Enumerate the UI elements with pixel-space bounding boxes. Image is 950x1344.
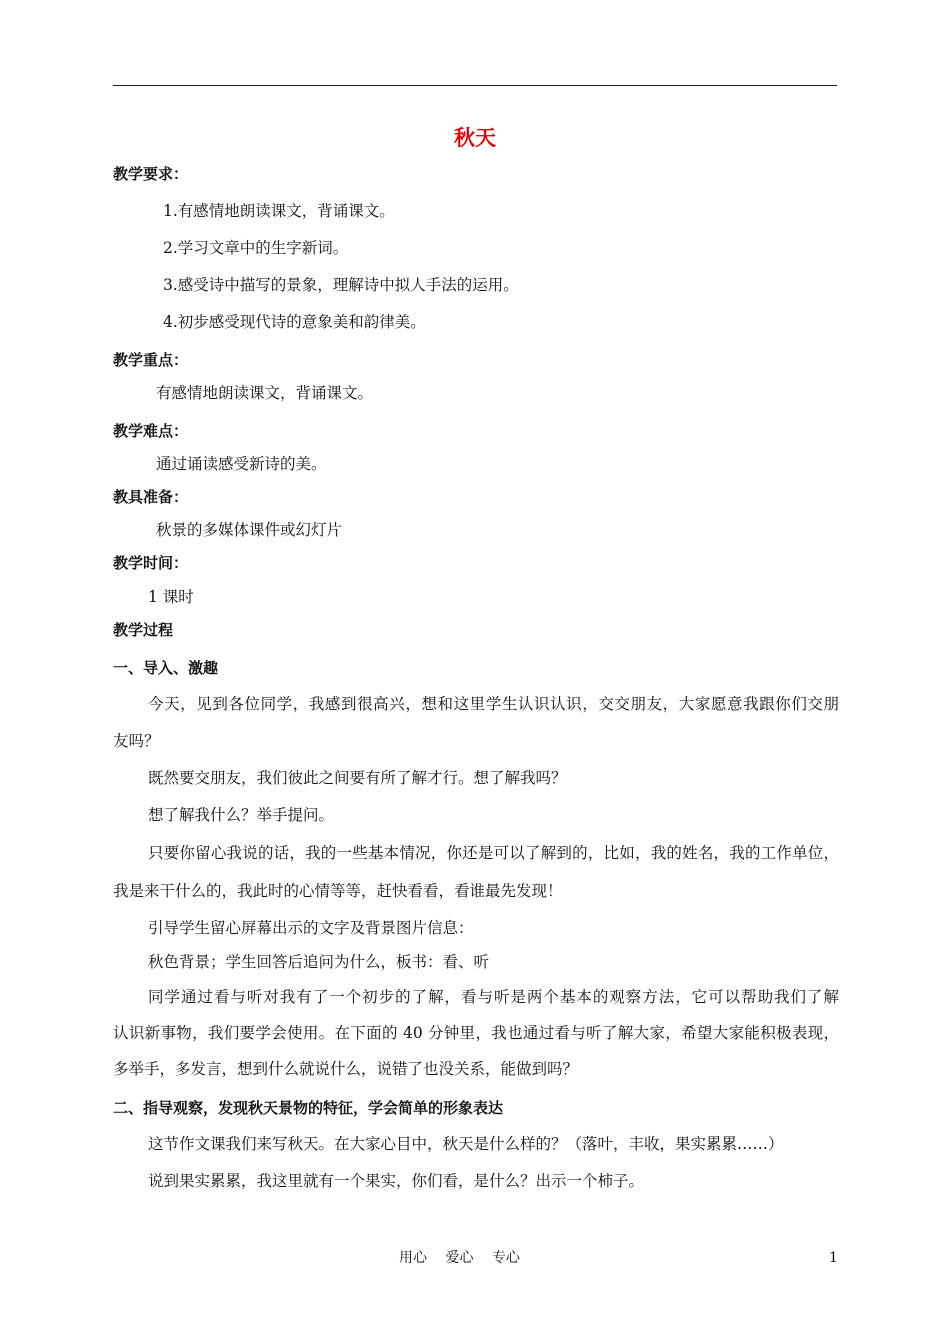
paragraph-listen-line-2: 我是来干什么的，我此时的心情等等，赶快看看，看谁最先发现！ bbox=[113, 882, 563, 900]
difficulty-heading: 教学难点： bbox=[113, 422, 189, 440]
paragraph-guide: 引导学生留心屏幕出示的文字及背景图片信息： bbox=[148, 919, 474, 937]
key-points-text: 有感情地朗读课文，背诵课文。 bbox=[156, 384, 374, 402]
paragraph-observe-line-2: 认识新事物，我们要学会使用。在下面的 40 分钟里，我也通过看与听了解大家，希望大家能积极表现， bbox=[113, 1024, 839, 1042]
part1-heading: 一、导入、激趣 bbox=[113, 659, 219, 677]
requirements-heading: 教学要求： bbox=[113, 165, 189, 183]
paragraph-observe-2 bbox=[113, 1023, 839, 1043]
paragraph-listen bbox=[113, 843, 839, 863]
time-heading: 教学时间： bbox=[113, 554, 189, 572]
paragraph-persimmon: 说到果实累累，我这里就有一个果实，你们看，是什么？出示一个柿子。 bbox=[148, 1172, 645, 1190]
paragraph-make-friends: 既然要交朋友，我们彼此之间要有所了解才行。想了解我吗？ bbox=[148, 769, 567, 787]
requirement-item-2: 2.学习文章中的生字新词。 bbox=[163, 239, 349, 257]
key-points-heading: 教学重点： bbox=[113, 351, 189, 369]
paragraph-listen-line-1: 只要你留心我说的话，我的一些基本情况，你还是可以了解到的，比如，我的姓名，我的工作单位， bbox=[148, 844, 839, 862]
requirement-item-3: 3.感受诗中描写的景象，理解诗中拟人手法的运用。 bbox=[163, 276, 519, 294]
requirement-item-1: 1.有感情地朗读课文，背诵课文。 bbox=[163, 202, 395, 220]
process-heading: 教学过程 bbox=[113, 621, 174, 639]
paragraph-autumn-writing: 这节作文课我们来写秋天。在大家心目中，秋天是什么样的？（落叶，丰收，果实累累……） bbox=[148, 1135, 784, 1153]
paragraph-greeting-line-2: 友吗？ bbox=[113, 732, 160, 750]
paragraph-observe-line-1: 同学通过看与听对我有了一个初步的了解，看与听是两个基本的观察方法，它可以帮助我们了解 bbox=[148, 988, 839, 1006]
time-text: 1 课时 bbox=[148, 588, 194, 606]
requirement-item-4: 4.初步感受现代诗的意象美和韵律美。 bbox=[163, 313, 426, 331]
page-number: 1 bbox=[829, 1250, 838, 1266]
footer-motto: 用心 爱心 专心 bbox=[399, 1250, 520, 1266]
paragraph-ask-question: 想了解我什么？举手提问。 bbox=[148, 806, 335, 824]
header-rule bbox=[113, 85, 837, 86]
materials-text: 秋景的多媒体课件或幻灯片 bbox=[156, 521, 343, 539]
document-title: 秋天 bbox=[454, 126, 496, 150]
part2-heading: 二、指导观察，发现秋天景物的特征，学会简单的形象表达 bbox=[113, 1099, 504, 1117]
paragraph-greeting-line-1: 今天，见到各位同学，我感到很高兴，想和这里学生认识认识，交交朋友，大家愿意我跟你们交朋 bbox=[148, 695, 839, 713]
materials-heading: 教具准备： bbox=[113, 488, 189, 506]
paragraph-greeting bbox=[113, 694, 839, 714]
paragraph-observe-line-3: 多举手，多发言，想到什么就说什么，说错了也没关系，能做到吗？ bbox=[113, 1060, 579, 1078]
difficulty-text: 通过诵读感受新诗的美。 bbox=[156, 455, 327, 473]
paragraph-observe bbox=[113, 987, 839, 1007]
paragraph-background: 秋色背景；学生回答后追问为什么，板书：看、听 bbox=[148, 953, 490, 971]
